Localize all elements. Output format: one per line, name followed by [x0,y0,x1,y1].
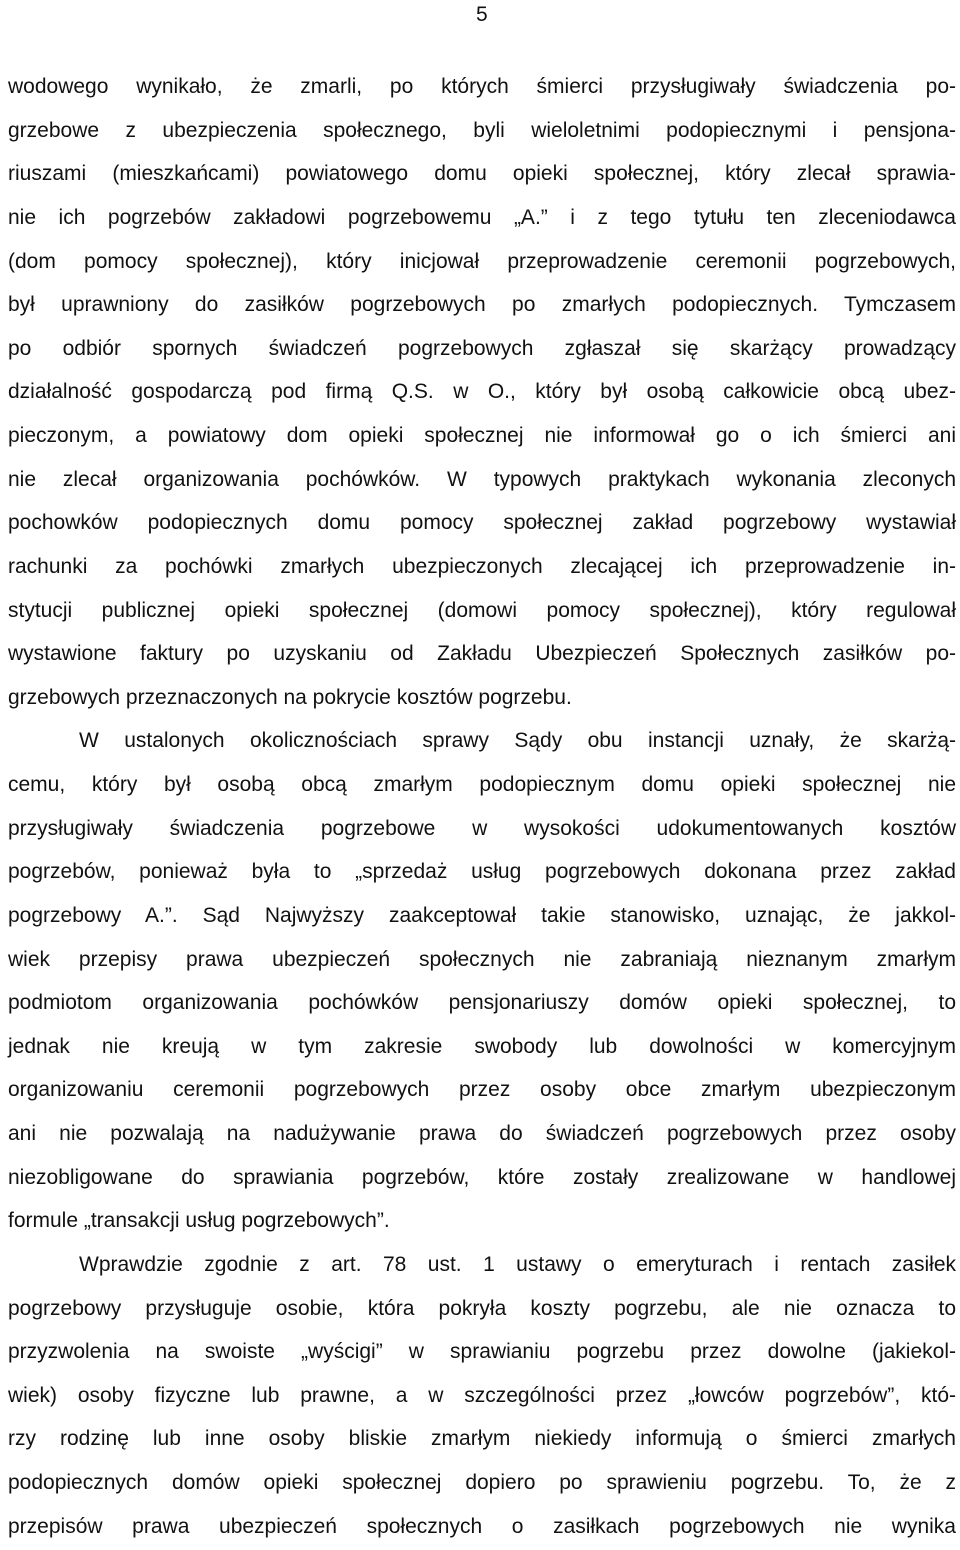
text-line: po odbiór spornych świadczeń pogrzebowych zgłaszał się skarżący prowadzący [8,336,956,360]
text-line: grzebowe z ubezpieczenia społecznego, byli wieloletnimi podopiecznymi i pensjona- [8,118,956,142]
text-line: jednak nie kreują w tym zakresie swobody lub dowolności w komercyjnym [8,1034,956,1058]
page-number: 5 [476,3,488,26]
text-line: W ustalonych okolicznościach sprawy Sądy obu instancji uznały, że skarżą- [79,729,956,753]
text-line: nie ich pogrzebów zakładowi pogrzebowemu „A.” i z tego tytułu ten zleceniodawca [8,205,956,229]
text-line: wiek przepisy prawa ubezpieczeń społecznych nie zabraniają nieznanym zmarłym [8,947,956,971]
text-line: rzy rodzinę lub inne osoby bliskie zmarłym niekiedy informują o śmierci zmarłych [8,1427,956,1451]
text-line: działalność gospodarczą pod firmą Q.S. w O., który był osobą całkowicie obcą ubez- [8,380,956,404]
text-line: grzebowych przeznaczonych na pokrycie kosztów pogrzebu. [8,685,572,709]
text-line: pochowków podopiecznych domu pomocy społecznej zakład pogrzebowy wystawiał [8,511,956,535]
text-line: przysługiwały świadczenia pogrzebowe w wysokości udokumentowanych kosztów [8,816,956,840]
text-line: cemu, który był osobą obcą zmarłym podopiecznym domu opieki społecznej nie [8,773,956,796]
text-line: przyzwolenia na swoiste „wyścigi” w sprawianiu pogrzebu przez dowolne (jakiekol- [8,1340,956,1364]
text-line: podmiotom organizowania pochówków pensjonariuszy domów opieki społecznej, to [8,991,956,1015]
text-line: organizowaniu ceremonii pogrzebowych przez osoby obce zmarłym ubezpieczonym [8,1078,956,1102]
text-line: riuszami (mieszkańcami) powiatowego domu opieki społecznej, który zlecał sprawia- [8,162,956,186]
text-line: wodowego wynikało, że zmarli, po których śmierci przysługiwały świadczenia po- [8,75,956,98]
text-line: wystawione faktury po uzyskaniu od Zakładu Ubezpieczeń Społecznych zasiłków po- [8,642,956,666]
text-line: ani nie pozwalają na nadużywanie prawa do świadczeń pogrzebowych przez osoby [8,1122,956,1145]
text-line: pogrzebów, ponieważ była to „sprzedaż usług pogrzebowych dokonana przez zakład [8,860,956,884]
text-line: rachunki za pochówki zmarłych ubezpieczonych zlecającej ich przeprowadzenie in- [8,554,956,578]
text-line: pieczonym, a powiatowy dom opieki społecznej nie informował go o ich śmierci ani [8,424,956,447]
text-line: był uprawniony do zasiłków pogrzebowych po zmarłych podopiecznych. Tymczasem [8,293,956,317]
text-line: formule „transakcji usług pogrzebowych”. [8,1209,390,1233]
text-line: (dom pomocy społecznej), który inicjował przeprowadzenie ceremonii pogrzebowych, [8,249,956,273]
text-line: niezobligowane do sprawiania pogrzebów, które zostały zrealizowane w handlowej [8,1165,956,1189]
text-line: nie zlecał organizowania pochówków. W typowych praktykach wykonania zleconych [8,467,956,491]
text-line: stytucji publicznej opieki społecznej (domowi pomocy społecznej), który regulował [8,598,956,622]
text-line: pogrzebowy przysługuje osobie, która pokryła koszty pogrzebu, ale nie oznacza to [8,1296,956,1320]
text-line: Wprawdzie zgodnie z art. 78 ust. 1 ustawy o emeryturach i rentach zasiłek [79,1252,956,1276]
text-line: wiek) osoby fizyczne lub prawne, a w szczególności przez „łowców pogrzebów”, któ- [8,1383,956,1407]
body-text [8,65,956,1548]
text-line: pogrzebowy A.”. Sąd Najwyższy zaakceptował takie stanowisko, uznając, że jakkol- [8,903,956,927]
text-line: podopiecznych domów opieki społecznej dopiero po sprawieniu pogrzebu. To, że z [8,1471,956,1494]
text-line: przepisów prawa ubezpieczeń społecznych o zasiłkach pogrzebowych nie wynika [8,1514,956,1538]
